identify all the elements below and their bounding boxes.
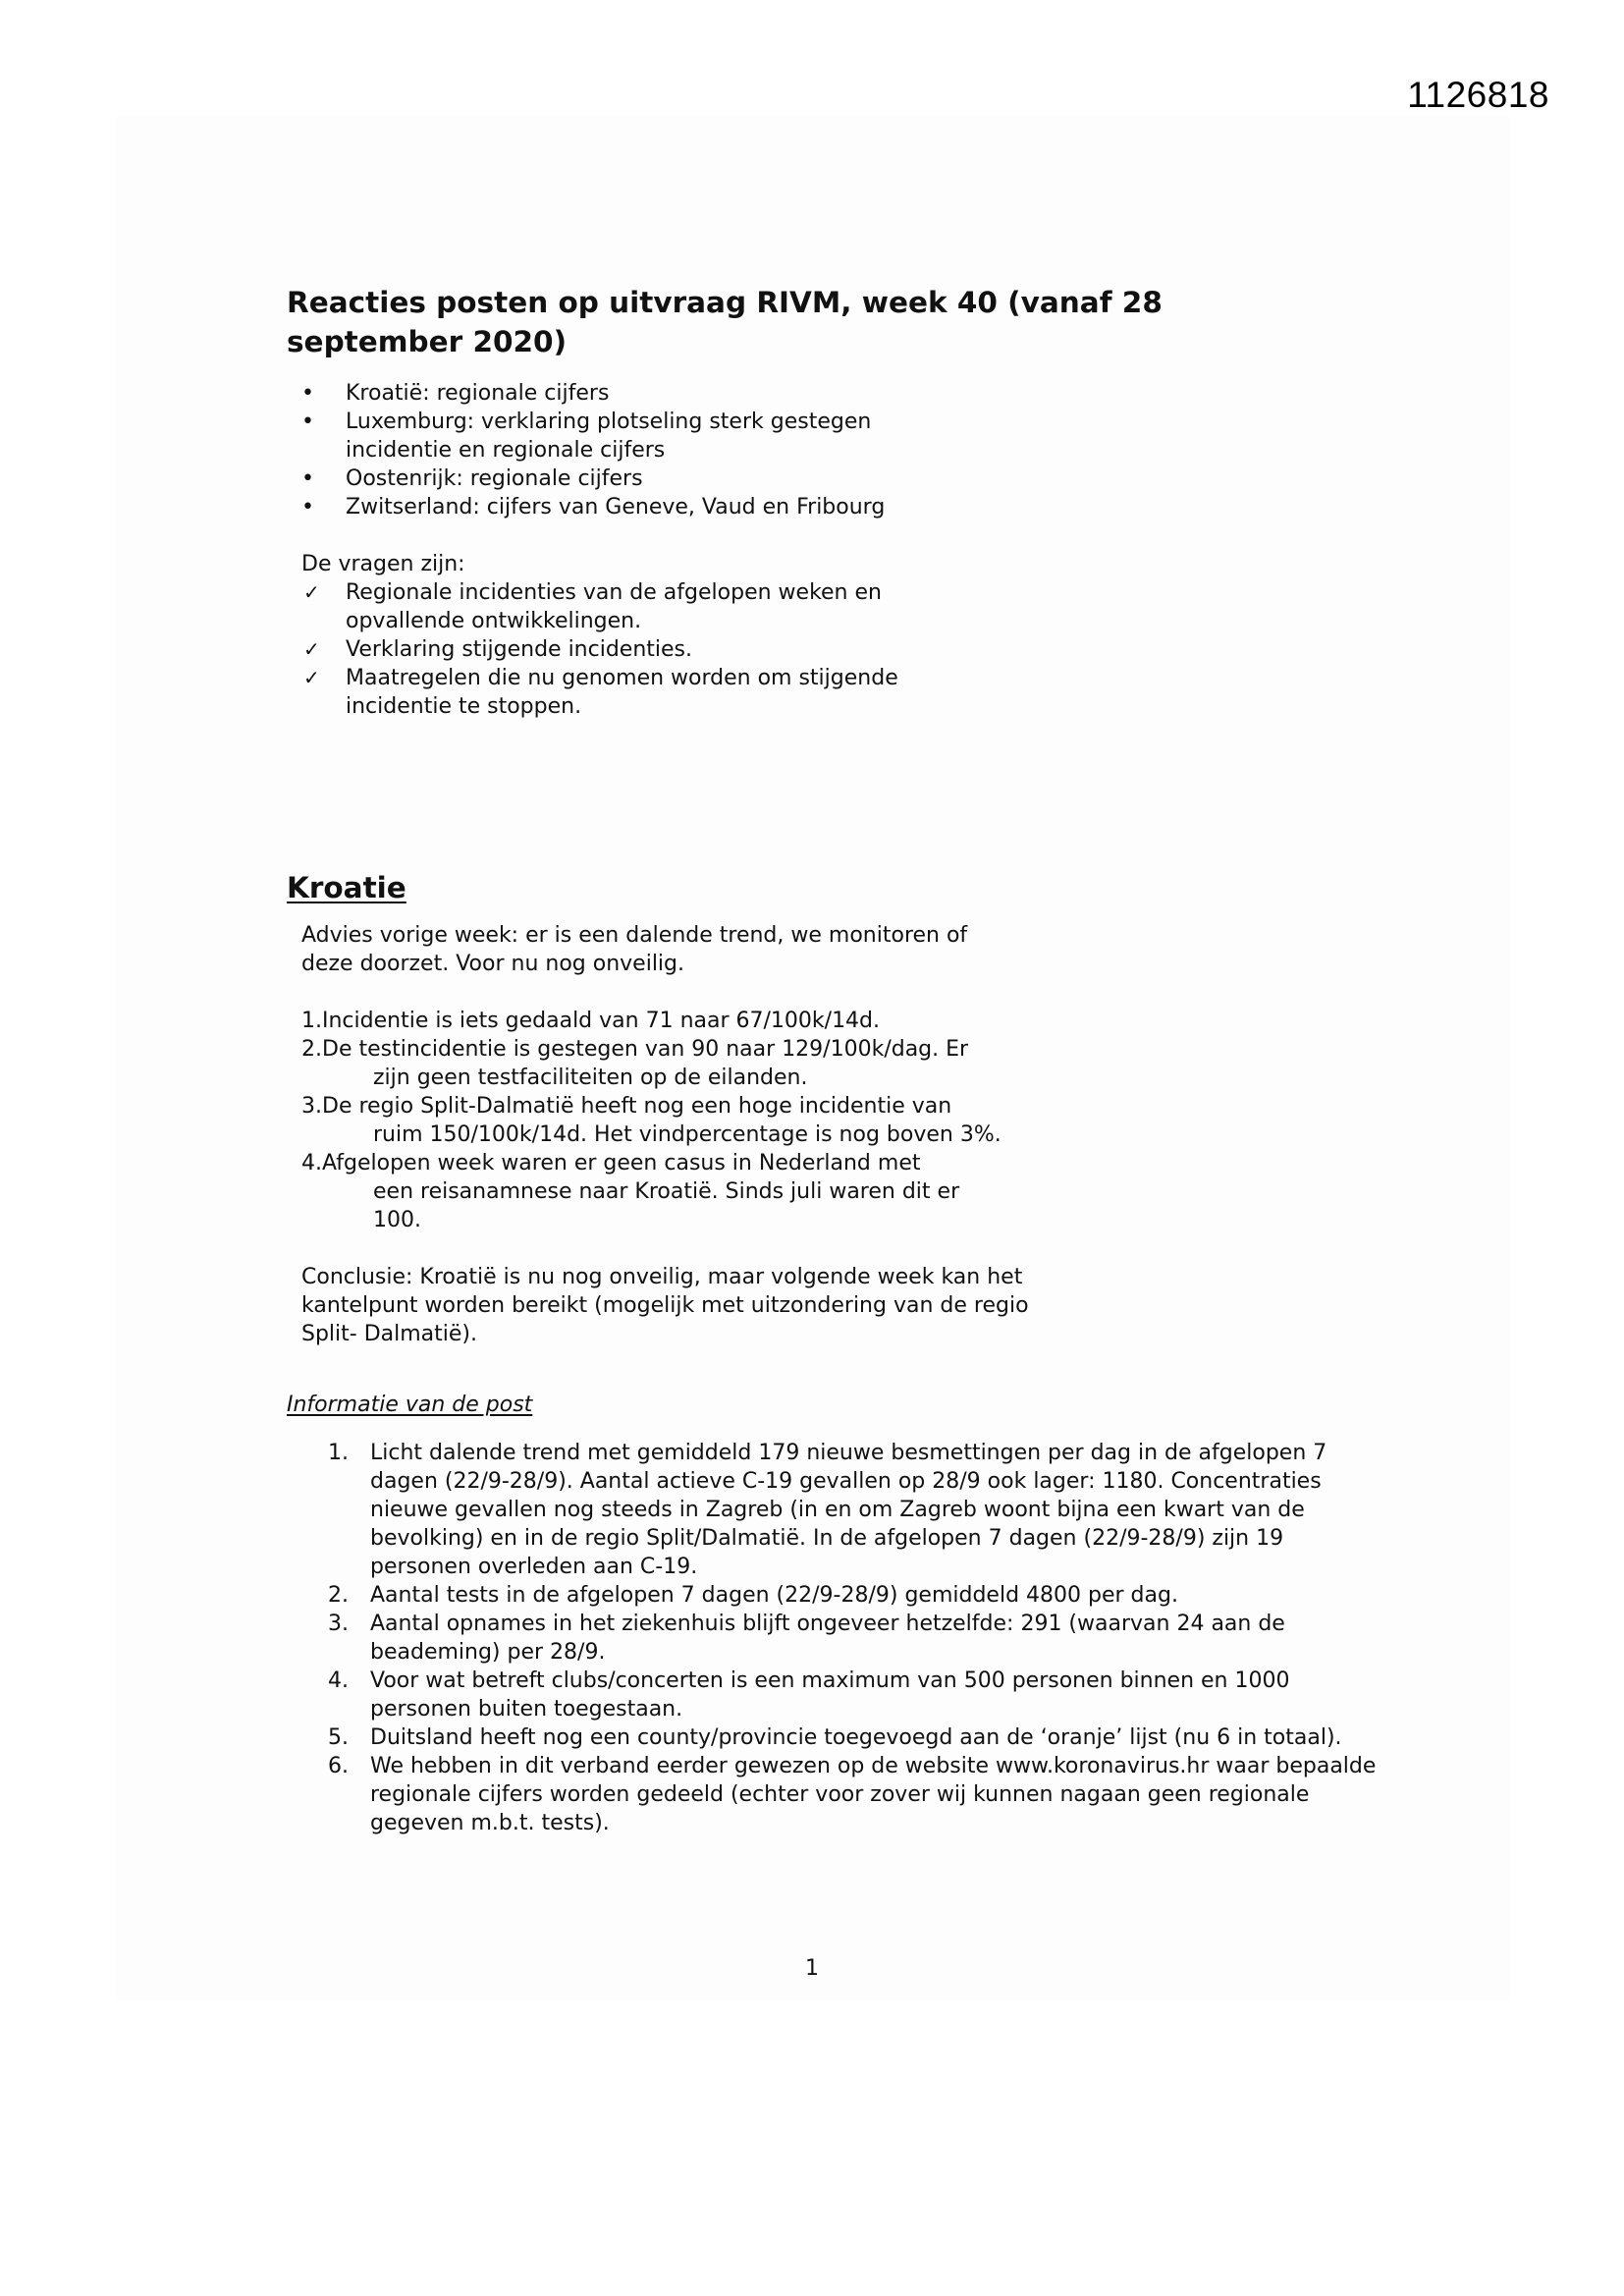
question-list bbox=[287, 578, 1367, 721]
post-info-item: 5. Duitsland heeft nog een county/provincie toegevoegd aan de ‘oranje’ lijst (nu 6 in totaal). bbox=[328, 1725, 1342, 1750]
checkmark-icon: ✓ bbox=[303, 666, 320, 689]
assessment-point: 3.De regio Split-Dalmatië heeft nog een hoge incidentie van ruim 150/100k/14d. Het vindpercentage is nog boven 3%. bbox=[301, 1094, 1001, 1147]
previous-advice: Advies vorige week: er is een dalende trend, we monitoren of deze doorzet. Voor nu nog onveilig. bbox=[301, 923, 968, 976]
bullet-icon: • bbox=[301, 495, 314, 519]
topic-list bbox=[287, 379, 1367, 521]
bullet-icon: • bbox=[301, 466, 314, 491]
assessment-point: 1.Incidentie is iets gedaald van 71 naar 67/100k/14d. bbox=[301, 1009, 881, 1033]
document-title: Reacties posten op uitvraag RIVM, week 40 (vanaf 28 september 2020) bbox=[287, 286, 1163, 358]
assessment-point: 2.De testincidentie is gestegen van 90 naar 129/100k/dag. Er zijn geen testfaciliteiten op de eilanden. bbox=[301, 1037, 969, 1090]
topic-item: • Zwitserland: cijfers van Geneve, Vaud en Fribourg bbox=[301, 495, 886, 519]
questions-intro: De vragen zijn: bbox=[301, 552, 465, 576]
topic-item: • Oostenrijk: regionale cijfers bbox=[301, 466, 643, 491]
checkmark-icon: ✓ bbox=[303, 580, 320, 604]
post-info-item: 2. Aantal tests in de afgelopen 7 dagen (22/9-28/9) gemiddeld 4800 per dag. bbox=[328, 1583, 1178, 1608]
assessment-points bbox=[287, 1007, 1367, 1234]
document-id: 1126818 bbox=[1407, 75, 1549, 115]
bullet-icon: • bbox=[301, 410, 314, 434]
bullet-icon: • bbox=[301, 381, 314, 406]
post-info-item: 6. We hebben in dit verband eerder gewezen op de website www.koronavirus.hr waar bepaalde regionale cijfers worden gedeeld (echter voor zover wij kunnen nagaan geen regionale gegeven m.b.t. tests). bbox=[328, 1754, 1377, 1835]
question-item: ✓ Regionale incidenties van de afgelopen weken en opvallende ontwikkelingen. bbox=[303, 580, 882, 633]
post-info-item: 4. Voor wat betreft clubs/concerten is een maximum van 500 personen binnen en 1000 personen buiten toegestaan. bbox=[328, 1668, 1290, 1722]
section-heading-kroatie: Kroatie bbox=[287, 871, 406, 904]
post-info-item: 3. Aantal opnames in het ziekenhuis blijft ongeveer hetzelfde: 291 (waarvan 24 aan de beademing) per 28/9. bbox=[328, 1612, 1285, 1665]
post-info-item: 1. Licht dalende trend met gemiddeld 179 nieuwe besmettingen per dag in de afgelopen 7 dagen (22/9-28/9). Aantal actieve C-19 gevallen op 28/9 ook lager: 1180. Concentraties nieuwe gevallen nog steeds in Zagreb (in en om Zagreb woont bijna een kwart van de bevolking) en in de regio Split/Dalmatië. In de afgelopen 7 dagen (22/9-28/9) zijn 19 personen overleden aan C-19. bbox=[328, 1441, 1327, 1579]
question-item: ✓ Verklaring stijgende incidenties. bbox=[303, 637, 692, 662]
topic-item: • Luxemburg: verklaring plotseling sterk gestegen incidentie en regionale cijfers bbox=[301, 410, 872, 463]
post-info-heading: Informatie van de post bbox=[287, 1393, 533, 1417]
page-number: 1 bbox=[805, 1956, 819, 1981]
question-item: ✓ Maatregelen die nu genomen worden om stijgende incidentie te stoppen. bbox=[303, 666, 898, 719]
document-body bbox=[287, 283, 1377, 1837]
checkmark-icon: ✓ bbox=[303, 637, 320, 661]
post-info-list bbox=[287, 1439, 1377, 1837]
questions-block bbox=[287, 550, 1367, 721]
topic-item: • Kroatië: regionale cijfers bbox=[301, 381, 610, 406]
assessment-point: 4.Afgelopen week waren er geen casus in Nederland met een reisanamnese naar Kroatië. Sinds juli waren dit er 100. bbox=[301, 1151, 960, 1232]
conclusion: Conclusie: Kroatië is nu nog onveilig, maar volgende week kan het kantelpunt worden bereikt (mogelijk met uitzondering van de regio Split- Dalmatië). bbox=[301, 1265, 1029, 1346]
